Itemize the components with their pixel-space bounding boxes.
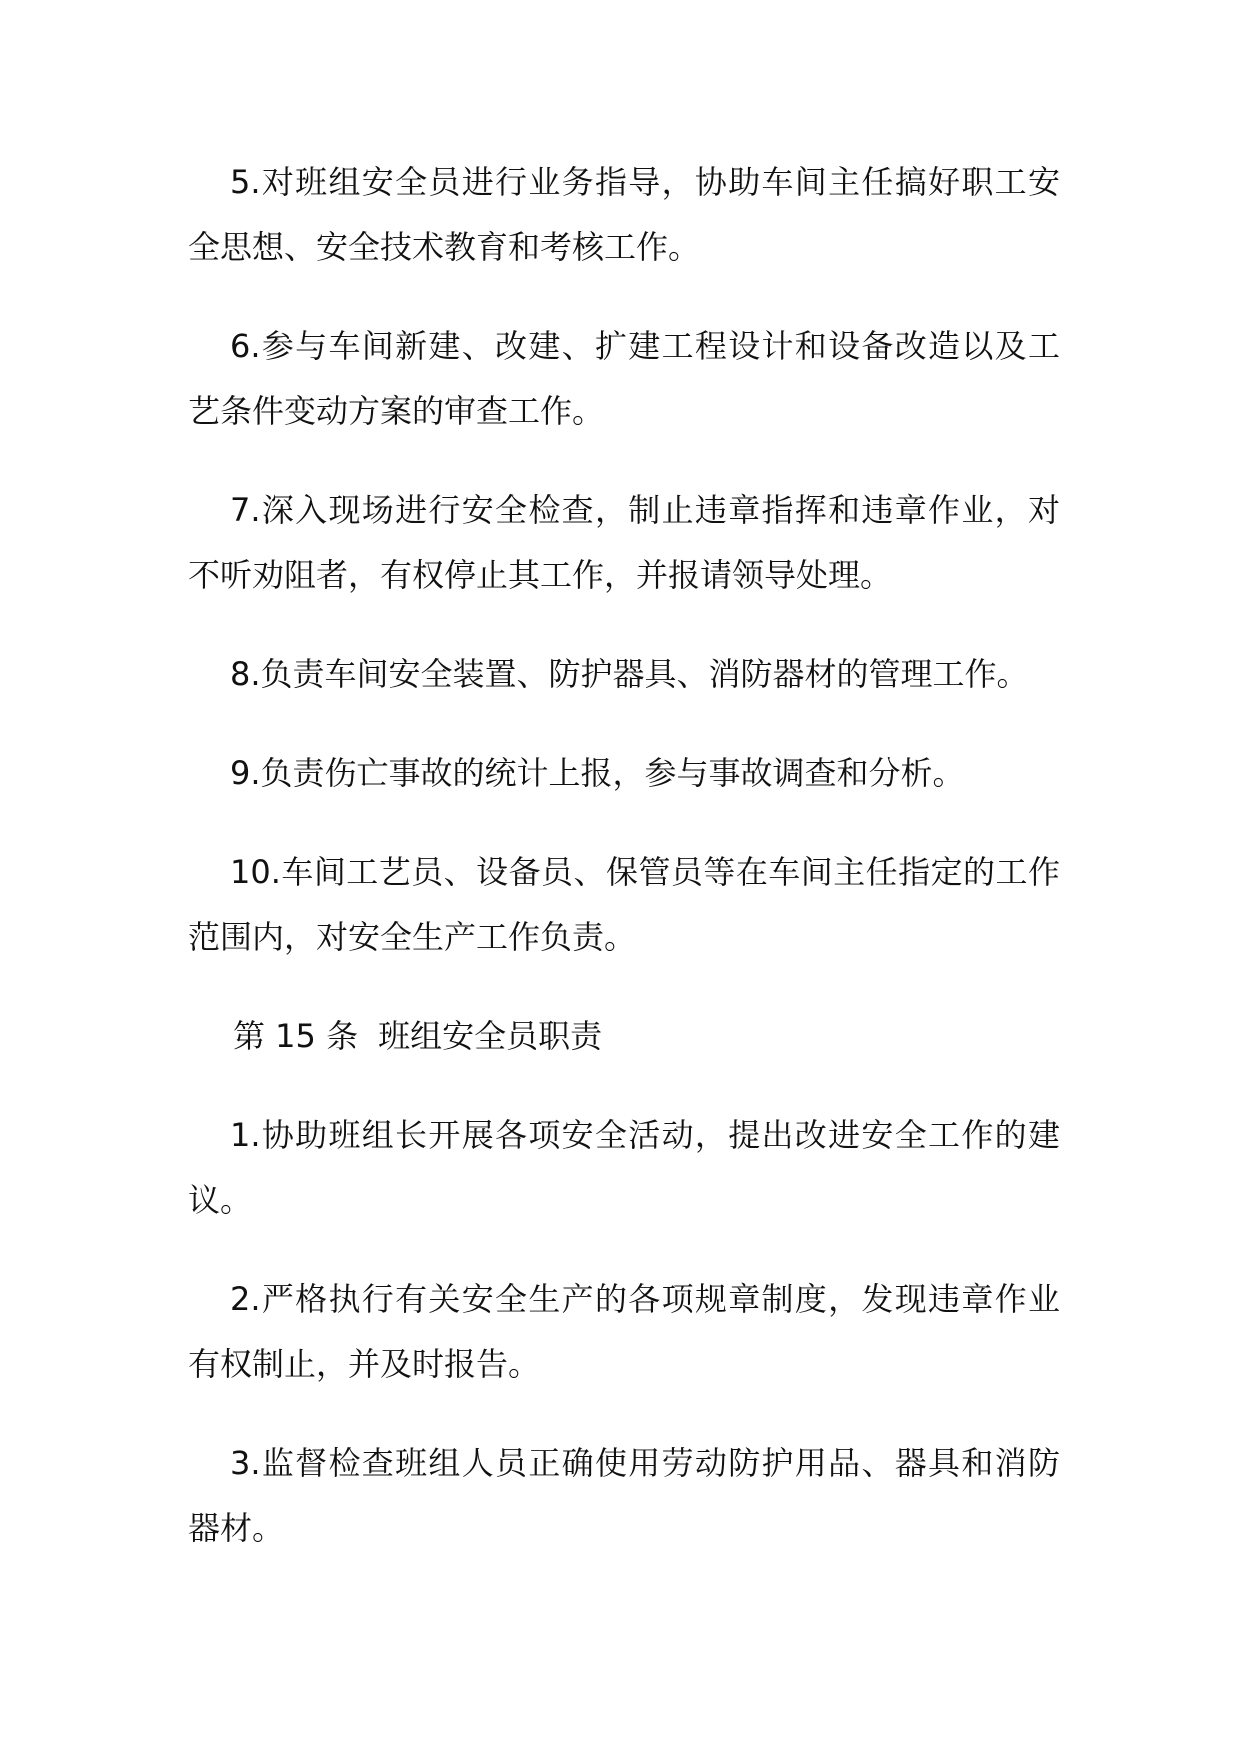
paragraph-item-8: 8.负责车间安全装置、防护器具、消防器材的管理工作。 [230, 655, 1029, 693]
section-paragraph-item-1: 1.协助班组长开展各项安全活动，提出改进安全工作的建议。 [188, 1116, 1060, 1219]
paragraph-item-6: 6.参与车间新建、改建、扩建工程设计和设备改造以及工艺条件变动方案的审查工作。 [188, 327, 1060, 430]
section-paragraph-item-2: 2.严格执行有关安全生产的各项规章制度，发现违章作业有权制止，并及时报告。 [188, 1280, 1060, 1383]
paragraph-item-5: 5.对班组安全员进行业务指导，协助车间主任搞好职工安全思想、安全技术教育和考核工作。 [188, 163, 1060, 266]
section-title: 班组安全员职责 [378, 1017, 603, 1055]
section-number: 第 15 条 [233, 1017, 359, 1055]
paragraph-item-7: 7.深入现场进行安全检查，制止违章指挥和违章作业，对不听劝阻者，有权停止其工作，并报请领导处理。 [188, 491, 1060, 594]
paragraph-item-9: 9.负责伤亡事故的统计上报，参与事故调查和分析。 [230, 754, 965, 792]
section-heading [188, 1004, 1060, 1069]
section-paragraph-item-3: 3.监督检查班组人员正确使用劳动防护用品、器具和消防器材。 [188, 1444, 1060, 1547]
paragraph-item-10: 10.车间工艺员、设备员、保管员等在车间主任指定的工作范围内，对安全生产工作负责。 [188, 853, 1060, 956]
document-body [188, 150, 1060, 1595]
